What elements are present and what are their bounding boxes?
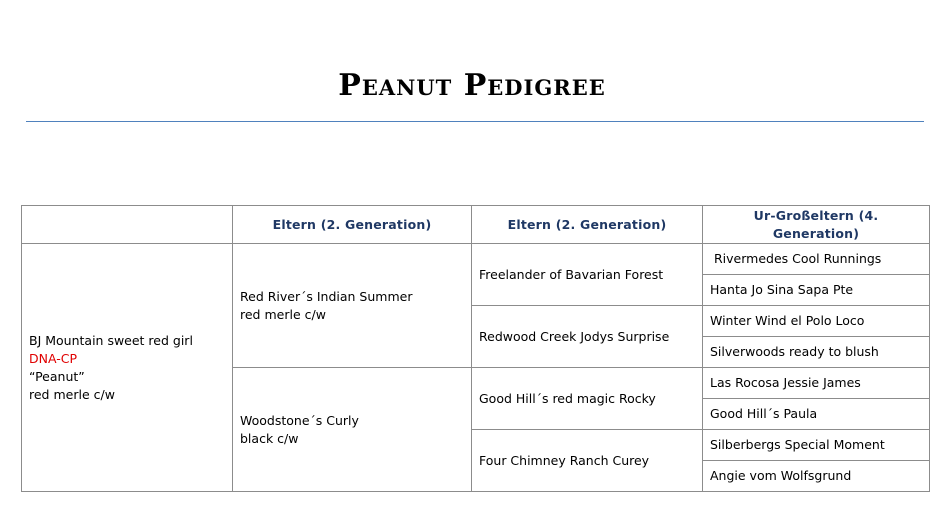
dog-name: BJ Mountain sweet red girl <box>29 332 193 348</box>
great-grandparent-cell: Las Rocosa Jessie James <box>703 368 930 399</box>
pedigree-table <box>21 205 930 492</box>
great-grandparent-cell: Silverwoods ready to blush <box>703 337 930 368</box>
parent-cell <box>233 244 472 368</box>
great-grandparent-cell: Angie vom Wolfsgrund <box>703 461 930 492</box>
parent-name: Red River´s Indian Summer <box>240 288 413 304</box>
great-grandparent-cell: Silberbergs Special Moment <box>703 430 930 461</box>
parent-color: black c/w <box>240 430 299 446</box>
grandparent-cell: Four Chimney Ranch Curey <box>472 430 703 492</box>
title-divider <box>26 121 924 122</box>
parent-cell <box>233 368 472 492</box>
page-title: Peanut Pedigree <box>338 68 606 103</box>
header-great-grandparents: Ur-Großeltern (4. Generation) <box>703 206 930 244</box>
header-parents: Eltern (2. Generation) <box>233 206 472 244</box>
great-grandparent-cell: Good Hill´s Paula <box>703 399 930 430</box>
header-grandparents: Eltern (2. Generation) <box>472 206 703 244</box>
dna-badge: DNA-CP <box>29 350 78 366</box>
parent-name: Woodstone´s Curly <box>240 412 359 428</box>
dog-color: red merle c/w <box>29 386 115 402</box>
great-grandparent-cell: Hanta Jo Sina Sapa Pte <box>703 275 930 306</box>
grandparent-cell: Freelander of Bavarian Forest <box>472 244 703 306</box>
parent-color: red merle c/w <box>240 306 326 322</box>
dog-cell <box>22 244 233 492</box>
header-dog <box>22 206 233 244</box>
dog-nickname: “Peanut” <box>29 368 85 384</box>
great-grandparent-cell: Winter Wind el Polo Loco <box>703 306 930 337</box>
grandparent-cell: Redwood Creek Jodys Surprise <box>472 306 703 368</box>
header-row <box>22 206 930 244</box>
grandparent-cell: Good Hill´s red magic Rocky <box>472 368 703 430</box>
table-row <box>22 244 930 275</box>
great-grandparent-cell: Rivermedes Cool Runnings <box>703 244 930 275</box>
